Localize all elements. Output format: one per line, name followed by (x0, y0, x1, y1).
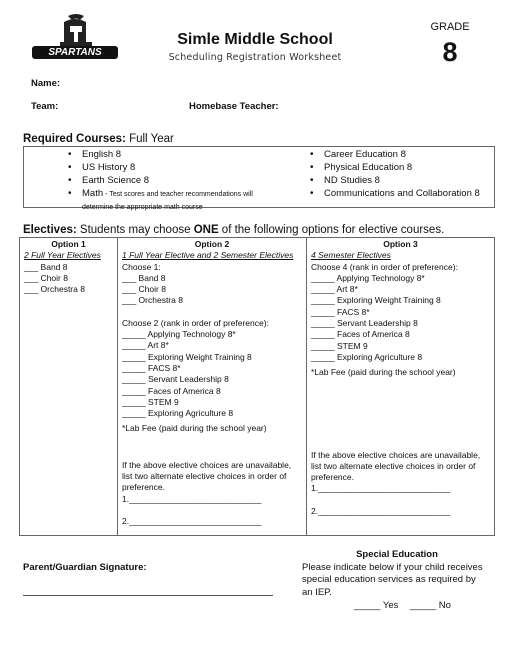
special-education-yes[interactable]: _____ Yes (354, 600, 399, 611)
option-2-choose-2: Choose 2 (rank in order of preference): (122, 317, 269, 328)
option-3-subtitle: 4 Semester Electives (311, 250, 391, 261)
option-1-orchestra: ___ Orchestra 8 (24, 284, 85, 295)
grade-label: GRADE (430, 21, 470, 33)
option-2-alt-text: list two alternate elective choices in order of (122, 471, 287, 482)
option-3-alt-line-2[interactable]: 2.____________________________ (311, 505, 451, 516)
name-label: Name: (31, 78, 61, 89)
option-2-choir: ___ Choir 8 (122, 284, 166, 295)
list-item: • ND Studies 8 (308, 175, 493, 188)
option-2-lab-fee: *Lab Fee (paid during the school year) (122, 423, 267, 434)
required-courses-term: Full Year (125, 133, 174, 145)
special-education-text: Please indicate below if your child receives (302, 561, 483, 573)
school-logo (30, 12, 120, 62)
option-2-column (117, 238, 306, 535)
option-2-item: _____ STEM 9 (122, 396, 179, 407)
option-1-heading: Option 1 (51, 239, 86, 249)
electives-one: ONE (193, 224, 219, 236)
option-1-column (20, 238, 117, 535)
option-3-column (306, 238, 494, 535)
electives-text-b: of the following options for elective courses. (218, 224, 445, 236)
option-3-item: _____ Faces of America 8 (311, 329, 410, 340)
special-education-title: Special Education (356, 549, 438, 560)
option-3-item: _____ Exploring Agriculture 8 (311, 351, 423, 362)
required-courses-right-list (308, 149, 493, 201)
school-name: Simle Middle School (177, 31, 333, 48)
option-2-alt-text: preference. (122, 482, 165, 493)
list-item: • English 8 (66, 149, 296, 162)
option-2-band: ___ Band 8 (122, 272, 166, 283)
list-item: • Career Education 8 (308, 149, 493, 162)
electives-heading: Electives: (23, 224, 77, 236)
option-2-item: _____ Faces of America 8 (122, 385, 221, 396)
option-3-alt-text: If the above elective choices are unavailable, (311, 449, 481, 460)
list-item: • US History 8 (66, 162, 296, 175)
option-3-item: _____ FACS 8* (311, 306, 370, 317)
option-3-item: _____ STEM 9 (311, 340, 368, 351)
option-2-heading: Option 2 (194, 239, 230, 249)
option-2-alt-line-1[interactable]: 1.____________________________ (122, 493, 262, 504)
option-3-item: _____ Applying Technology 8* (311, 272, 425, 283)
option-3-item: _____ Art 8* (311, 284, 358, 295)
option-2-item: _____ FACS 8* (122, 362, 181, 373)
list-item: • Communications and Collaboration 8 (308, 188, 493, 201)
required-courses-left-list (66, 149, 296, 214)
option-2-choose-1: Choose 1: (122, 261, 161, 272)
required-courses-box (23, 146, 495, 211)
list-item-math (66, 188, 296, 213)
electives-table (19, 237, 495, 536)
parent-signature-line[interactable] (23, 595, 273, 596)
team-label: Team: (31, 101, 59, 112)
option-1-band: ___ Band 8 (24, 261, 68, 272)
homebase-teacher-label: Homebase Teacher: (189, 101, 279, 112)
required-courses-title (23, 133, 174, 145)
electives-title (23, 224, 444, 236)
special-education-text: an IEP. (302, 586, 332, 598)
electives-text-a: Students may choose (76, 224, 194, 236)
option-2-item: _____ Art 8* (122, 340, 169, 351)
option-3-alt-text: list two alternate elective choices in order of (311, 460, 476, 471)
option-3-item: _____ Exploring Weight Training 8 (311, 295, 441, 306)
option-1-subtitle: 2 Full Year Electives (24, 250, 101, 261)
option-2-item: _____ Servant Leadership 8 (122, 374, 229, 385)
option-2-alt-line-2[interactable]: 2.____________________________ (122, 515, 262, 526)
option-3-heading: Option 3 (383, 239, 418, 249)
option-3-item: _____ Servant Leadership 8 (311, 318, 418, 329)
option-2-orchestra: ___ Orchestra 8 (122, 295, 183, 306)
math-note-a: - Test scores and teacher recommendations will (103, 191, 253, 198)
option-3-choose: Choose 4 (rank in order of preference): (311, 261, 458, 272)
math-note-b: determine the appropriate math course (82, 203, 203, 211)
special-education-no[interactable]: _____ No (409, 600, 451, 611)
option-2-subtitle: 1 Full Year Elective and 2 Semester Electives (122, 250, 294, 261)
option-2-item: _____ Exploring Weight Training 8 (122, 351, 252, 362)
special-education-block (302, 549, 492, 613)
special-education-options (302, 600, 492, 613)
list-item: • Physical Education 8 (308, 162, 493, 175)
logo-text: SPARTANS (48, 47, 102, 58)
math-label: Math (82, 188, 104, 199)
option-1-choir: ___ Choir 8 (24, 272, 68, 283)
parent-signature-label: Parent/Guardian Signature: (23, 562, 147, 573)
option-2-alt-text: If the above elective choices are unavailable, (122, 459, 292, 470)
option-3-lab-fee: *Lab Fee (paid during the school year) (311, 367, 456, 378)
special-education-text: special education services as required by (302, 574, 476, 585)
list-item: • Earth Science 8 (66, 175, 296, 188)
option-3-alt-text: preference. (311, 472, 354, 483)
worksheet-subtitle: Scheduling Registration Worksheet (168, 52, 342, 63)
grade-value: 8 (442, 37, 458, 67)
required-courses-heading: Required Courses: (23, 133, 126, 145)
option-3-alt-line-1[interactable]: 1.____________________________ (311, 483, 451, 494)
option-2-item: _____ Exploring Agriculture 8 (122, 408, 234, 419)
option-2-item: _____ Applying Technology 8* (122, 329, 236, 340)
